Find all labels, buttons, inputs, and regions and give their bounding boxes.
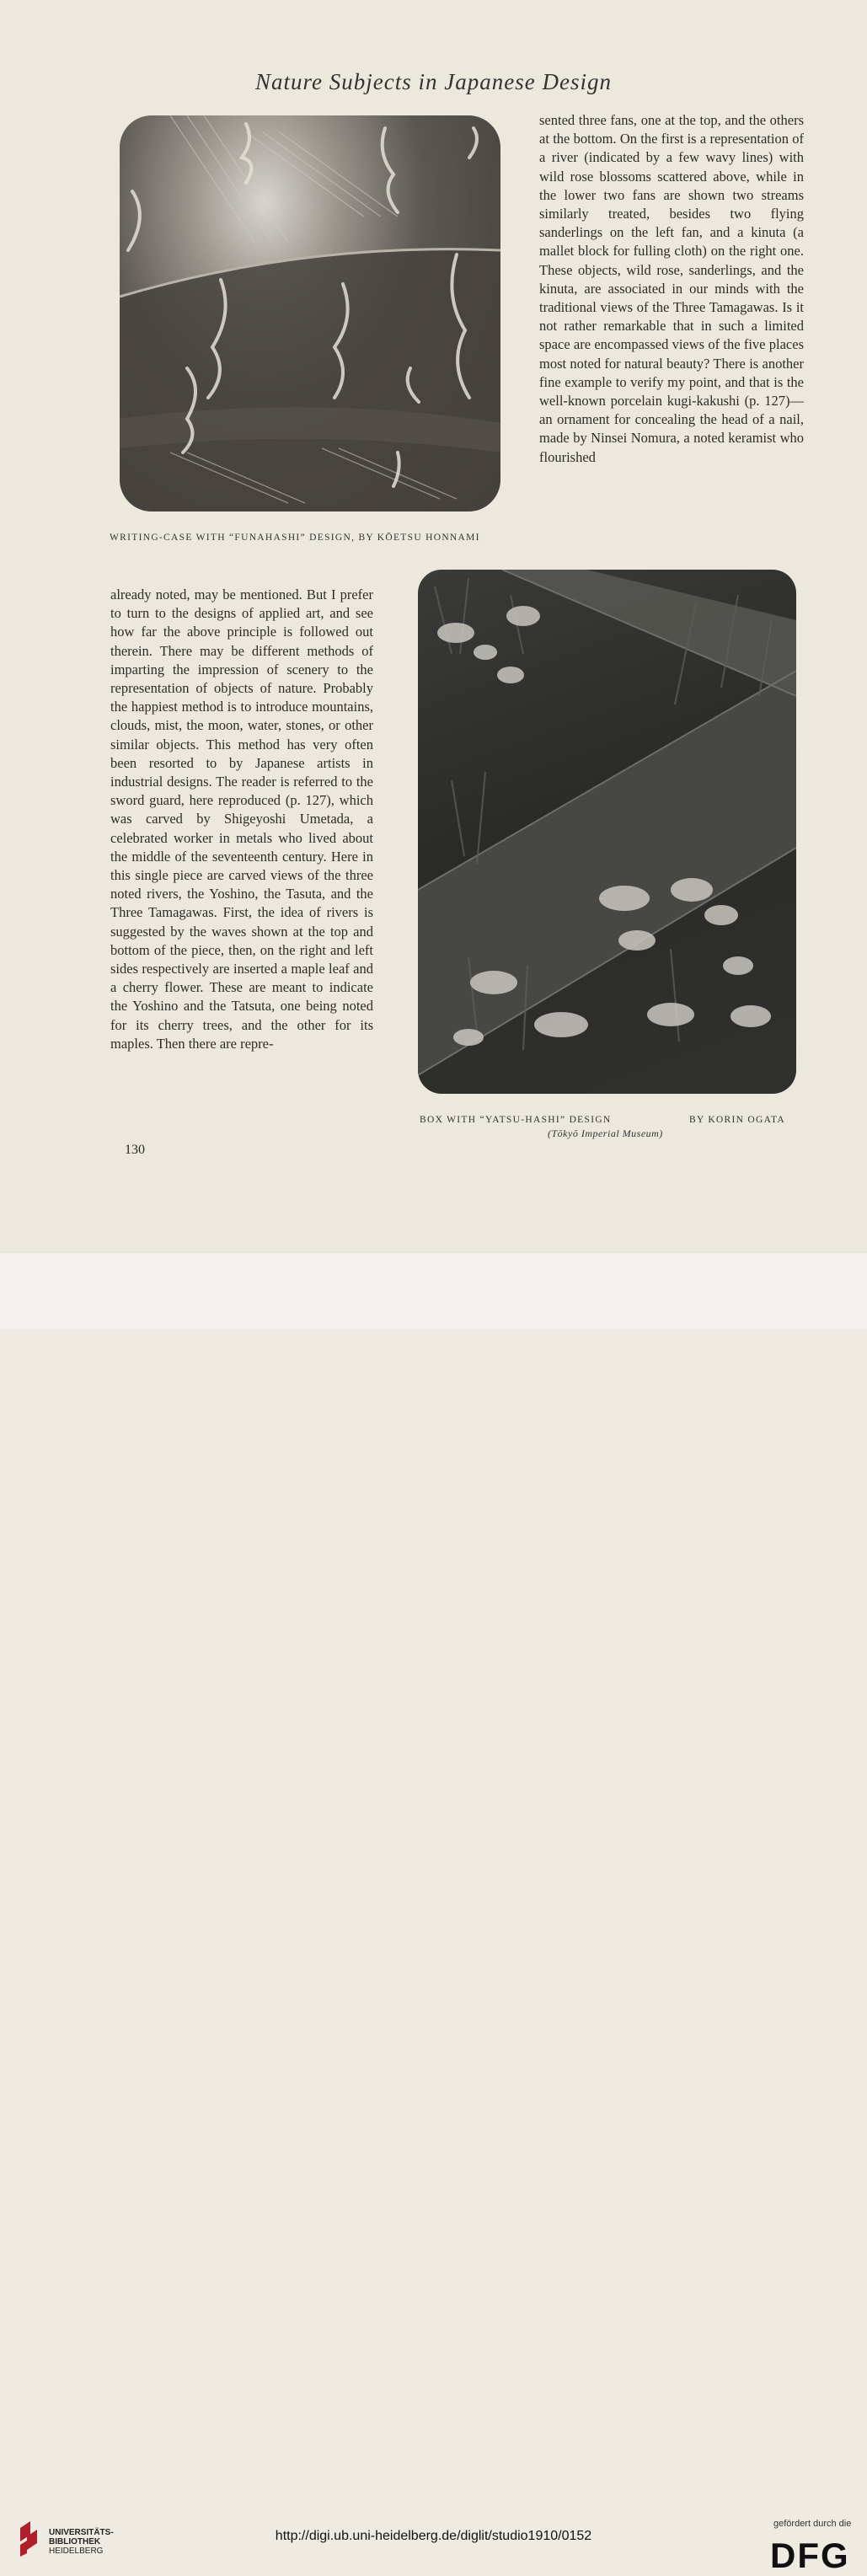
book-page	[0, 0, 867, 1253]
yatsu-hashi-box-image	[418, 570, 796, 1094]
right-text-column	[539, 111, 804, 467]
figure2-caption-museum: (Tōkyō Imperial Museum)	[548, 1127, 663, 1139]
yatsu-hashi-illustration	[418, 570, 796, 1094]
library-name-line2: BIBLIOTHEK	[49, 2537, 101, 2547]
left-text-column	[110, 586, 373, 1053]
right-paragraph: sented three fans, one at the top, and the others at the bottom. On the first is a representation of a river (indicated by a few wavy lines) with wild rose blossoms scattered above, while in the lower two fans are shown two streams similarly treated, besides two flying sanderlings on the left fan, and a kinuta (a mallet block for fulling cloth) on the right one. These objects, wild rose, sanderlings, and the kinuta, are associated in our minds with the traditional views of the Three Tamagawas. Is it not rather remarkable that in such a limited space are encompassed views of the five places most noted for natural beauty? There is another fine example to verify my point, and that is the well-known porcelain kugi-kakushi (p. 127)—an ornament for concealing the head of a nail, made by Ninsei Nomura, a noted keramist who flourished	[539, 112, 804, 465]
library-name-line1: UNIVERSITÄTS-	[49, 2528, 114, 2537]
figure1-caption: WRITING-CASE WITH “FUNAHASHI” DESIGN, BY KŌETSU HONNAMI	[110, 533, 480, 543]
library-name-line3: HEIDELBERG	[49, 2547, 104, 2556]
dfg-logo: DFG	[770, 2536, 850, 2575]
permalink-url[interactable]: http://digi.ub.uni-heidelberg.de/diglit/studio1910/0152	[275, 2529, 592, 2543]
figure2-caption-right: BY KORIN OGATA	[689, 1115, 785, 1125]
page-number: 130	[125, 1143, 145, 1157]
writing-case-image	[120, 115, 500, 511]
running-head: Nature Subjects in Japanese Design	[255, 69, 612, 94]
viewer-footer	[0, 1253, 867, 2575]
writing-case-illustration	[120, 115, 500, 511]
figure2-caption-left: BOX WITH “YATSU-HASHI” DESIGN	[420, 1115, 612, 1125]
funding-label: gefördert durch die	[773, 2519, 852, 2529]
left-paragraph: already noted, may be mentioned. But I prefer to turn to the designs of applied art, and see how far the above principle is followed out therein. There may be different methods of imparting the impression of scenery to the representation of objects of nature. Probably the happiest method is to introduce mountains, clouds, mist, the moon, water, stones, or other similar objects. This method has very often been resorted to by Japanese artists in industrial designs. The reader is referred to the sword guard, here reproduced (p. 127), which was carved by Shigeyoshi Umetada, a celebrated worker in metals who lived about the middle of the seventeenth century. Here in this single piece are carved views of the three noted rivers, the Yoshino, the Tasuta, and the Three Tamagawas. First, the idea of rivers is suggested by the waves shown at the top and bottom of the piece, then, on the right and left sides respectively are inserted a maple leaf and a cherry flower. These are meant to indicate the Yoshino and the Tatsuta, one being noted for its cherry trees, and the other for its maples. Then there are repre-	[110, 586, 373, 1052]
